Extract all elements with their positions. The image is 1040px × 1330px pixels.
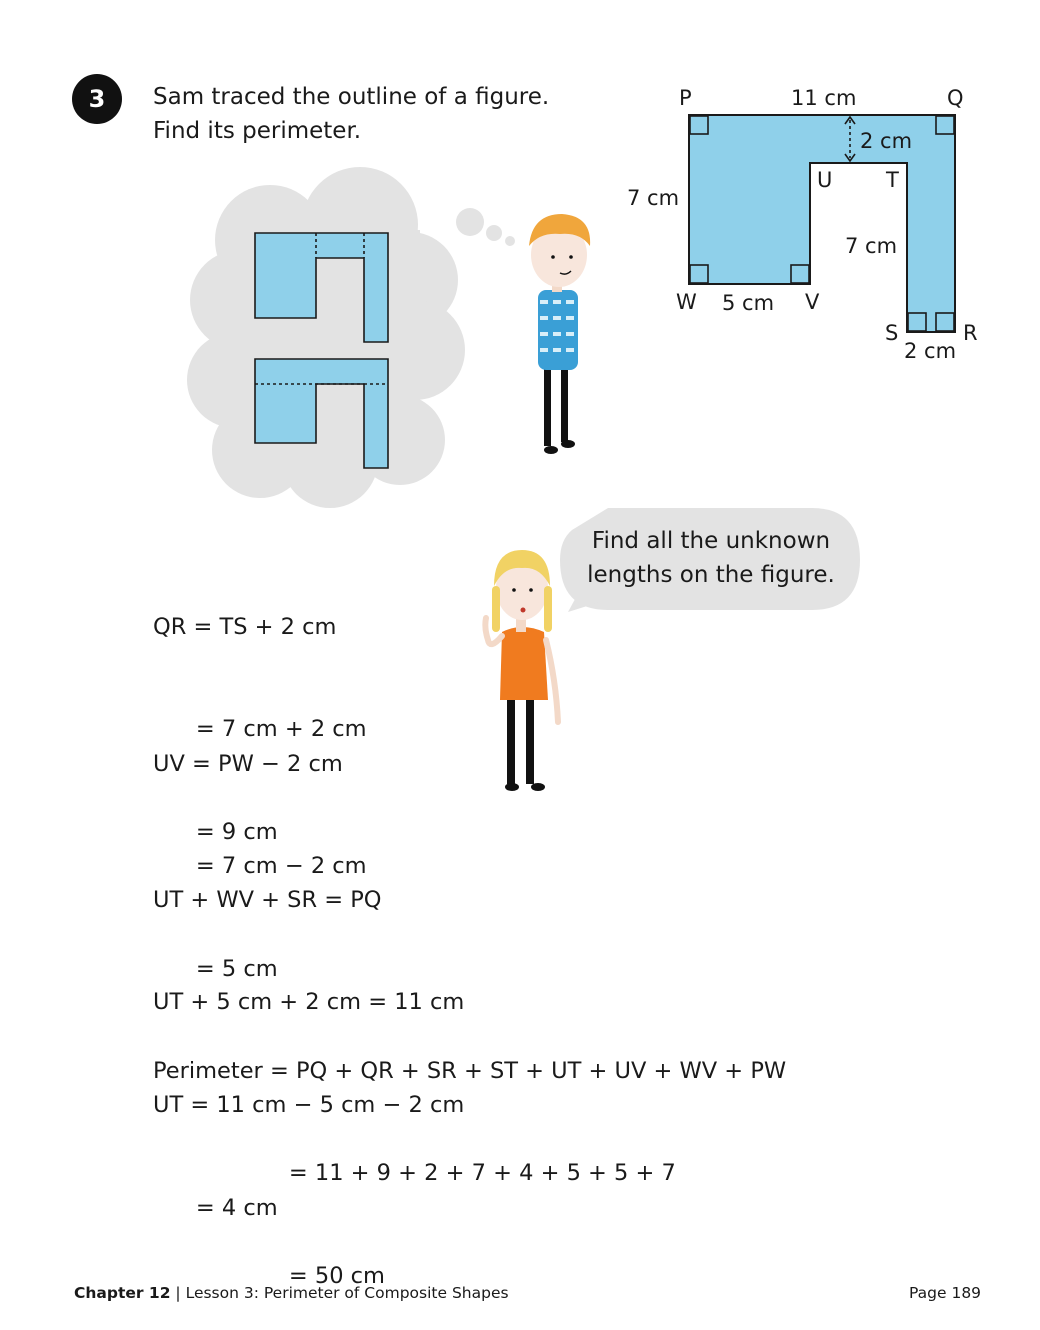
vertex-label-r: R — [963, 321, 978, 345]
problem-text-line-1: Sam traced the outline of a figure. — [153, 84, 550, 110]
problem-number: 3 — [88, 85, 106, 113]
work-line: = 50 cm — [153, 1263, 385, 1290]
measure-gap: 2 cm — [860, 129, 913, 153]
footer-lesson: Lesson 3: Perimeter of Composite Shapes — [185, 1284, 509, 1302]
problem-text-line-2: Find its perimeter. — [153, 118, 362, 144]
vertex-label-w: W — [676, 290, 697, 314]
footer-chapter: Chapter 12 — [74, 1284, 171, 1302]
work-line: UT + WV + SR = PQ — [153, 886, 382, 913]
work-line: = 9 cm — [153, 819, 278, 846]
vertex-label-q: Q — [947, 86, 964, 110]
measure-pw: 7 cm — [627, 186, 680, 210]
work-line: = 7 cm + 2 cm — [153, 716, 367, 743]
thought-cloud-illustration — [0, 0, 1040, 520]
work-perimeter — [153, 985, 786, 1328]
work-line: UT + 5 cm + 2 cm = 11 cm — [153, 989, 465, 1016]
work-line: = 11 + 9 + 2 + 7 + 4 + 5 + 5 + 7 — [153, 1160, 676, 1187]
vertex-label-v: V — [805, 290, 820, 314]
measure-sr: 2 cm — [904, 339, 957, 363]
measure-pq: 11 cm — [791, 86, 857, 110]
speech-line-1: Find all the unknown — [591, 528, 831, 554]
speech-line-2: lengths on the figure. — [587, 562, 835, 588]
work-line: Perimeter = PQ + QR + SR + ST + UT + UV + WV + PW — [153, 1057, 787, 1084]
vertex-label-p: P — [679, 86, 692, 110]
work-line: UT = 11 cm − 5 cm − 2 cm — [153, 1092, 465, 1119]
vertex-label-u: U — [817, 168, 833, 192]
vertex-label-s: S — [885, 321, 899, 345]
vertex-label-t: T — [886, 168, 899, 192]
work-line: = 5 cm — [153, 956, 278, 983]
work-line: = 7 cm − 2 cm — [153, 853, 367, 880]
measure-ts: 7 cm — [845, 234, 898, 258]
work-line: = 4 cm — [153, 1195, 278, 1222]
boy-character — [529, 214, 590, 454]
thought-cloud — [187, 167, 515, 508]
footer-separator: | — [170, 1284, 186, 1302]
girl-character — [485, 550, 558, 791]
footer-chapter-lesson — [74, 1284, 509, 1302]
measure-wv: 5 cm — [722, 291, 775, 315]
work-line: QR = TS + 2 cm — [153, 613, 337, 640]
speech-text — [562, 524, 860, 592]
footer-page-number: Page 189 — [909, 1284, 982, 1302]
work-line: UV = PW − 2 cm — [153, 750, 343, 777]
